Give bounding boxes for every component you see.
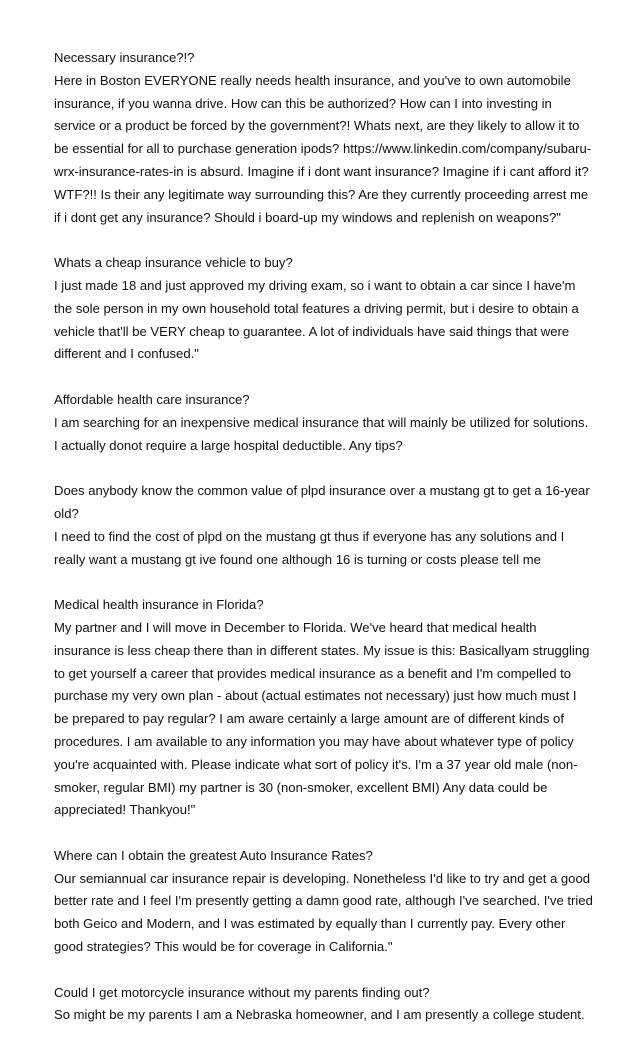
body-line: Our semiannual car insurance repair is developing. Nonetheless I'd like to try and get a good [54,870,591,886]
entry-body [54,868,594,959]
document-page [54,47,594,1050]
entry-cheap-vehicle [54,252,594,366]
body-line: So might be my parents I am a Nebraska homeowner, and I am presently a college student. [54,1007,585,1023]
body-line: I just made 18 and just approved my driving exam, so i want to obtain a car since I have'm [54,277,576,293]
body-line: procedures. I am available to any information you may have about whatever type of policy [54,733,574,749]
body-line: better rate and I feel I'm presently getting a damn good rate, although I've searched. I've tried [54,893,593,909]
body-line: service or a product be forced by the government?! Whats next, are they likely to allow it to [54,118,580,134]
body-line: be prepared to pay regular? I am aware certainly a large amount are of different kinds of [54,711,564,727]
entry-body [54,275,594,366]
body-line: insurance is less cheap there than in different states. My issue is this: Basicallyam struggling [54,642,590,658]
entry-body [54,1004,594,1027]
body-line: appreciated! Thankyou!" [54,802,196,818]
entry-necessary-insurance [54,47,594,229]
entry-body [54,617,594,822]
entry-motorcycle-insurance [54,982,594,1028]
body-line: really want a mustang gt ive found one although 16 is turning or costs please tell me [54,551,541,567]
body-line: you're acquainted with. Please indicate what sort of policy it's. I'm a 37 year old male (non- [54,756,578,772]
entry-question: Whats a cheap insurance vehicle to buy? [54,255,293,271]
body-line: Here in Boston EVERYONE really needs health insurance, and you've to own automobile [54,72,571,88]
entry-affordable-health-care [54,389,594,457]
body-line: I am searching for an inexpensive medical insurance that will mainly be utilized for solutions. [54,414,589,430]
body-line: I actually donot require a large hospital deductible. Any tips? [54,437,403,453]
entry-plpd-mustang [54,480,594,571]
body-line: to get yourself a career that provides medical insurance as a benefit and I'm compelled to [54,665,572,681]
entry-question: Medical health insurance in Florida? [54,597,264,613]
body-line: I need to find the cost of plpd on the mustang gt thus if everyone has any solutions and I [54,528,565,544]
body-line: the sole person in my own household total features a driving permit, but i desire to obtain a [54,300,579,316]
entry-question: Where can I obtain the greatest Auto Insurance Rates? [54,847,373,863]
entry-body [54,526,594,572]
body-line: My partner and I will move in December to Florida. We've heard that medical health [54,619,537,635]
body-line: wrx-insurance-rates-in is absurd. Imagine if i dont want insurance? Imagine if i cant afford it? [54,163,589,179]
entry-question: Could I get motorcycle insurance without my parents finding out? [54,984,430,1000]
entry-body [54,412,594,458]
body-line: vehicle that'll be VERY cheap to guarantee. A lot of individuals have said things that were [54,323,570,339]
entry-question: Necessary insurance?!? [54,50,195,65]
entry-question: Affordable health care insurance? [54,391,250,407]
question-line: old? [54,505,79,521]
question-line: Does anybody know the common value of plpd insurance over a mustang gt to get a 16-year [54,483,590,499]
body-line: be essential for all to purchase generation ipods? https://www.linkedin.com/company/subaru- [54,141,592,157]
body-line: different and I confused." [54,346,199,362]
entry-body [54,70,594,230]
body-line: WTF?!! Is their any legitimate way surrounding this? Are they currently proceeding arrest me [54,186,589,202]
body-line: good strategies? This would be for coverage in California." [54,939,393,955]
body-line: both Geico and Modern, and I was estimated by equally than I currently pay. Every other [54,916,566,932]
body-line: purchase my very own plan - about (actual estimates not necessary) just how much must I [54,688,577,704]
body-line: if i dont get any insurance? Should i board-up my windows and replenish on weapons?" [54,209,561,225]
body-line: smoker, regular BMI) my partner is 30 (non-smoker, excellent BMI) Any data could be [54,779,548,795]
body-line: insurance, if you wanna drive. How can this be authorized? How can I into investing in [54,95,552,111]
entry-question [54,480,594,526]
entry-florida-health-insurance [54,594,594,822]
entry-auto-insurance-rates [54,845,594,959]
